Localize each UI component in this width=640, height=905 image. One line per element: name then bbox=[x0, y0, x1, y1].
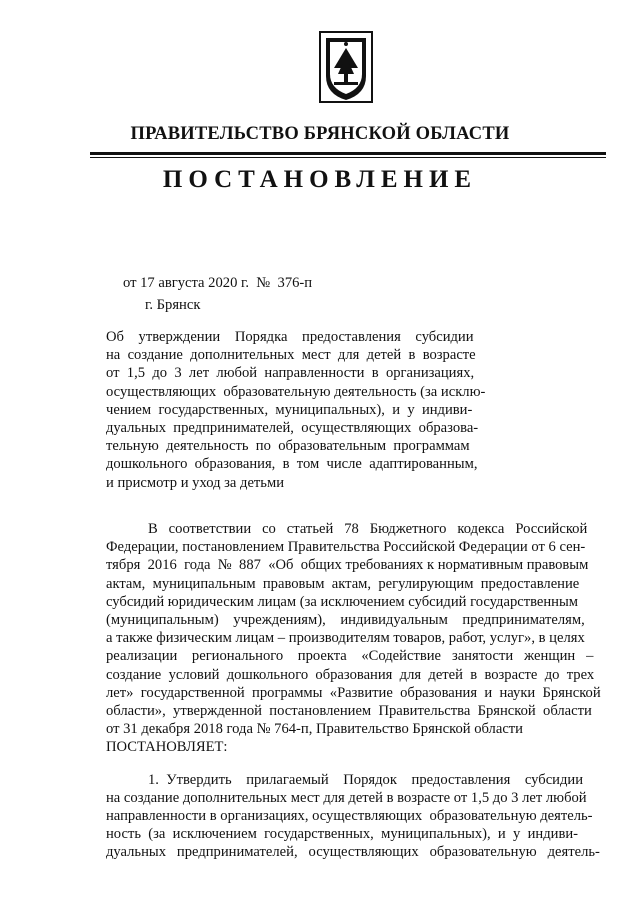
body-line: (муниципальным) учреждениям), индивидуальным предпринимателям, bbox=[106, 612, 585, 629]
subject-line: на создание дополнительных мест для детей в возрасте bbox=[106, 347, 476, 364]
header-rule-thin bbox=[90, 157, 606, 158]
body-line: В соответствии со статьей 78 Бюджетного кодекса Российской bbox=[148, 521, 588, 537]
subject-line: от 1,5 до 3 лет любой направленности в организациях, bbox=[106, 365, 475, 382]
body-line: направленности в организациях, осуществляющих образовательную деятель- bbox=[106, 808, 593, 825]
document-type-heading: ПОСТАНОВЛЕНИЕ bbox=[162, 166, 478, 193]
body-line: создание условий дошкольного образования для детей в возрасте до трех bbox=[106, 666, 595, 683]
body-line: тября 2016 года № 887 «Об общих требованиях к нормативным правовым bbox=[106, 557, 589, 574]
document-date-number: от 17 августа 2020 г. № 376-п bbox=[123, 275, 313, 291]
body-line: реализации регионального проекта «Содействие занятости женщин – bbox=[106, 648, 594, 665]
document-subject bbox=[106, 328, 502, 492]
paragraph-gap bbox=[106, 757, 606, 771]
subject-line: и присмотр и уход за детьми bbox=[106, 474, 285, 491]
body-line: субсидий юридическим лицам (за исключением субсидий государственным bbox=[106, 593, 579, 610]
body-line: области», утвержденной постановлением Правительства Брянской области bbox=[106, 703, 592, 720]
body-line: Федерации, постановлением Правительства Российской Федерации от 6 сен- bbox=[106, 539, 586, 556]
body-line: лет» государственной программы «Развитие образования и науки Брянской bbox=[106, 684, 601, 701]
resolution-keyword: ПОСТАНОВЛЯЕТ: bbox=[106, 739, 228, 756]
body-line: актам, муниципальным правовым актам, регулирующим предоставление bbox=[106, 575, 580, 592]
document-city: г. Брянск bbox=[145, 297, 201, 313]
body-line: 1. Утвердить прилагаемый Порядок предоставления субсидии bbox=[148, 771, 584, 788]
subject-line: Об утверждении Порядка предоставления субсидии bbox=[106, 329, 474, 345]
body-line: ность (за исключением государственных, муниципальных), и у индиви- bbox=[106, 826, 579, 843]
body-line: на создание дополнительных мест для детей в возрасте от 1,5 до 3 лет любой bbox=[106, 789, 587, 806]
subject-line: дошкольного образования, в том числе адаптированным, bbox=[106, 456, 478, 473]
subject-line: дуальных предпринимателей, осуществляющих образова- bbox=[106, 420, 479, 437]
header-rule-thick bbox=[90, 152, 606, 155]
subject-line: осуществляющих образовательную деятельность (за исклю- bbox=[106, 383, 486, 400]
body-line: а также физическим лицам – производителям товаров, работ, услуг», в целях bbox=[106, 630, 585, 647]
body-line: от 31 декабря 2018 года № 764-п, Правительство Брянской области bbox=[106, 721, 523, 738]
government-title: ПРАВИТЕЛЬСТВО БРЯНСКОЙ ОБЛАСТИ bbox=[130, 124, 510, 144]
subject-line: чением государственных, муниципальных), и у индиви- bbox=[106, 401, 473, 418]
subject-line: тельную деятельность по образовательным программам bbox=[106, 438, 470, 455]
coat-of-arms-icon bbox=[318, 30, 374, 106]
body-line: дуальных предпринимателей, осуществляющих образовательную деятель- bbox=[106, 844, 600, 861]
document-body bbox=[106, 520, 606, 862]
